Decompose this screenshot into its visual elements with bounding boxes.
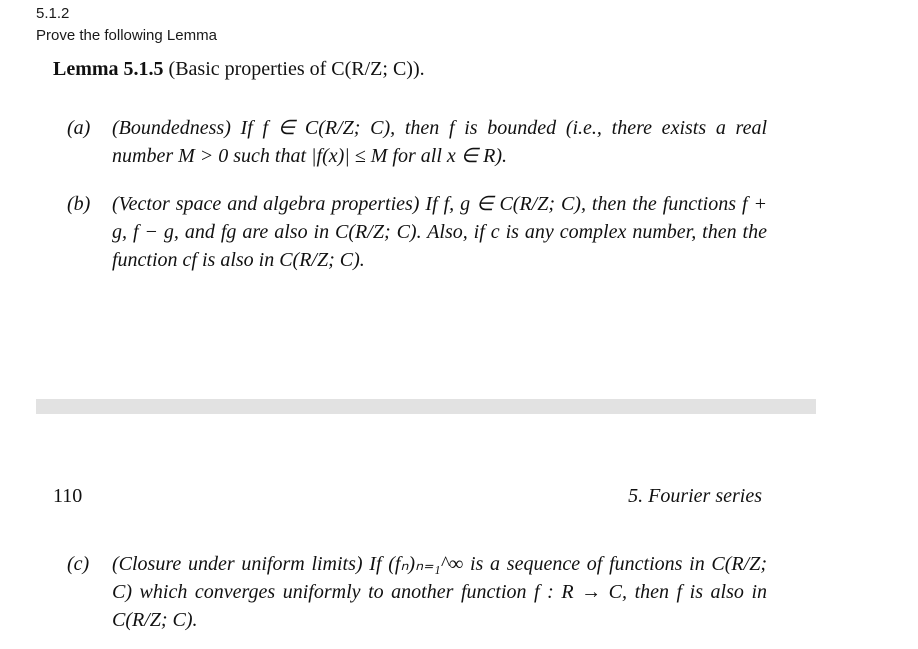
lemma-heading: [53, 58, 425, 81]
lemma-item-c: [67, 550, 767, 634]
item-text: (Boundedness) If f ∈ C(R/Z; C), then f is bounded (i.e., there exists a real number M > 0 such that |f(x)| ≤ M for all x ∈ R).: [112, 117, 767, 167]
running-head: 5. Fourier series: [628, 485, 762, 507]
item-marker: (c): [67, 553, 90, 575]
section-number: 5.1.2: [36, 5, 70, 22]
lemma-item-b: [67, 190, 767, 274]
page-number: 110: [53, 485, 83, 507]
item-text: (Closure under uniform limits) If (fₙ)ₙ₌₁^∞ is a sequence of functions in C(R/Z; C) which converges uniformly to another function f : R → C, then f is also in C(R/Z; C).: [112, 553, 767, 631]
lemma-item-a: [67, 114, 767, 170]
prompt-text: Prove the following Lemma: [36, 27, 217, 44]
item-marker: (b): [67, 193, 91, 215]
lemma-label: Lemma 5.1.5: [53, 58, 164, 80]
page-separator-bar: [36, 399, 816, 414]
item-text: (Vector space and algebra properties) If f, g ∈ C(R/Z; C), then the functions f + g, f − g, and fg are also in C(R/Z; C). Also, if c is any complex number, then the function cf is also in C(R/Z; C).: [112, 193, 767, 271]
item-marker: (a): [67, 117, 91, 139]
lemma-title: (Basic properties of C(R/Z; C)).: [168, 58, 425, 80]
